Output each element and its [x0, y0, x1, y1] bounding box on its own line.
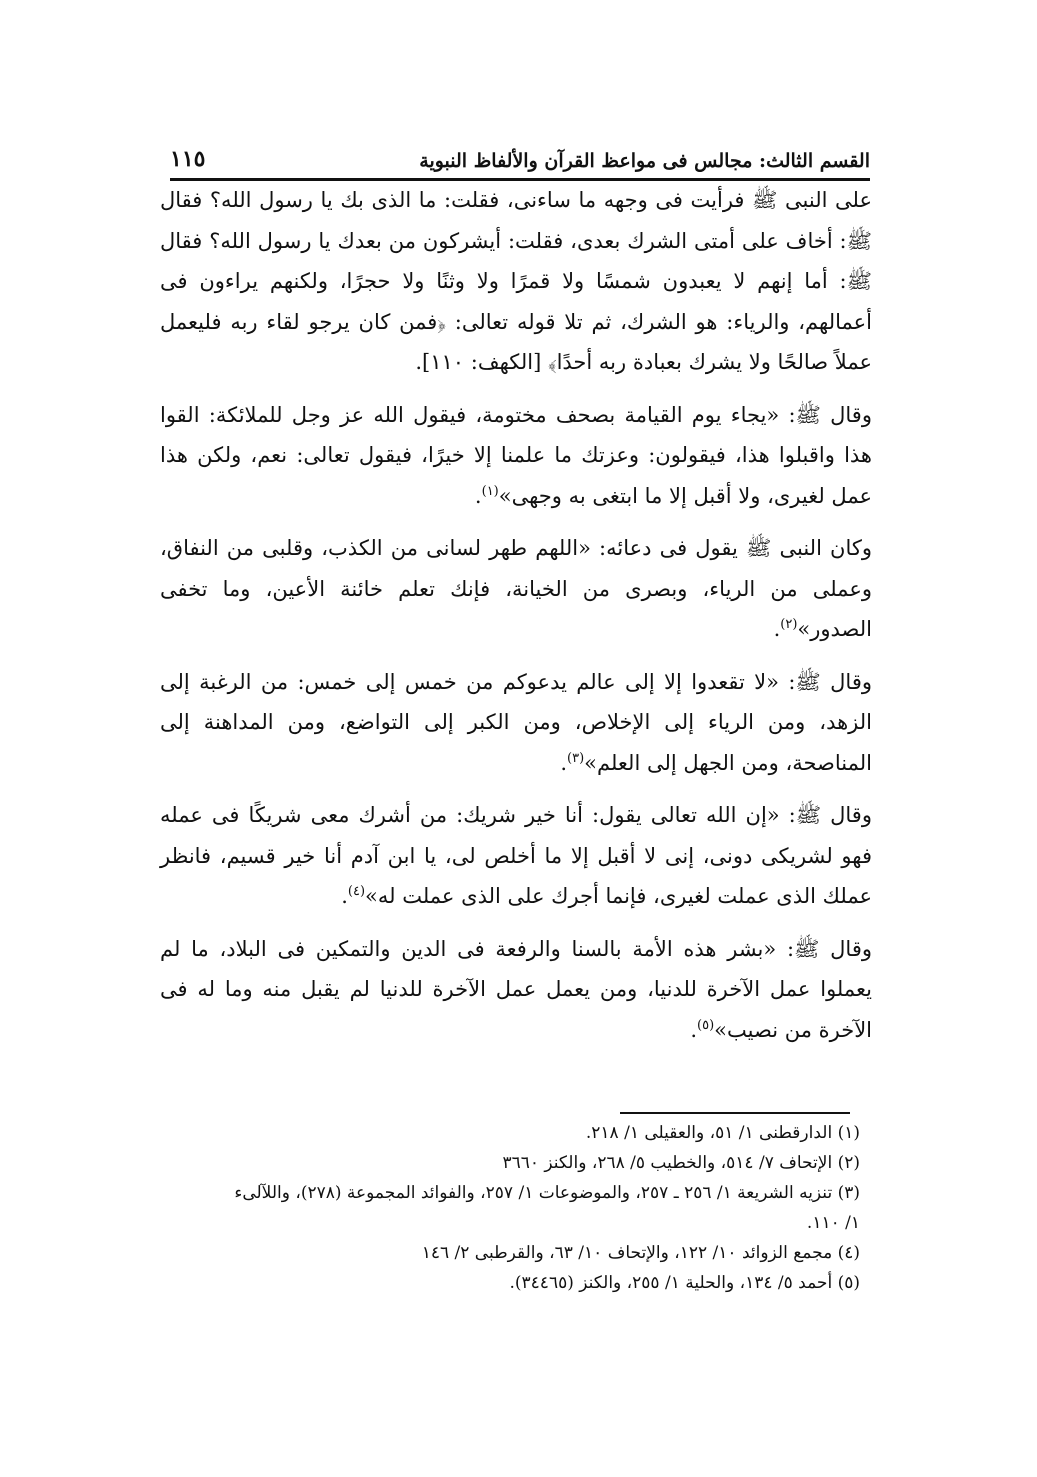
paragraph-text: وقال ﷺ: «يجاء يوم القيامة بصحف مختومة، فيقول الله عز وجل للملائكة: القوا هذا واقبلوا هذا، فيقولون: وعزتك ما علمنا إلا خيرًا، فيقول تعالى: نعم، ولكن هذا عمل لغيرى، ولا أقبل إلا ما ابتغى به وجهى»	[160, 402, 872, 508]
paragraph: وكان النبى ﷺ يقول فى دعائه: «اللهم طهر لسانى من الكذب، وقلبى من النفاق، وعملى من الرياء، وبصرى من الخيانة، فإنك تعلم خائنة الأعين، وما تخفى الصدور»$^{(٢)}$.	[160, 536, 872, 641]
footnote-separator	[620, 1112, 850, 1114]
footnote-ref: (٤)	[347, 884, 366, 899]
footnote: (٣) تنزيه الشريعة ١/ ٢٥٦ ـ ٢٥٧، والموضوعات ١/ ٢٥٧، والفوائد المجموعة (٢٧٨)، واللآلىء	[234, 1183, 860, 1203]
paragraph: وقال ﷺ: «بشر هذه الأمة بالسنا والرفعة فى الدين والتمكين فى البلاد، ما لم يعملوا عمل الآخرة للدنيا، ومن يعمل عمل الآخرة للدنيا لم يقبل منه وما له فى الآخرة من نصيب»$^{(٥)}$.	[160, 936, 872, 1042]
footnote-continuation: ١/ ١١٠.	[806, 1213, 860, 1233]
header-subtitle: مجالس فى مواعظ القرآن والألفاظ النبوية	[419, 150, 753, 172]
header-title: القسم الثالث: مجالس فى مواعظ القرآن والألفاظ النبوية	[419, 150, 870, 172]
footnote: (١) الدارقطنى ١/ ٥١، والعقيلى ١/ ٢١٨.	[585, 1123, 860, 1143]
paragraph-text: وكان النبى ﷺ يقول فى دعائه: «اللهم طهر لسانى من الكذب، وقلبى من النفاق، وعملى من الرياء، وبصرى من الخيانة، فإنك تعلم خائنة الأعين، وما تخفى الصدور»	[160, 536, 872, 641]
footnote-ref: (٣)	[567, 750, 585, 766]
footnote: (٢) الإتحاف ٧/ ٥١٤، والخطيب ٥/ ٢٦٨، والكنز ٣٦٦٠	[502, 1153, 860, 1173]
page-number: ١١٥	[170, 146, 206, 172]
paragraph: وقال ﷺ: «إن الله تعالى يقول: أنا خير شريك: من أشرك معى شريكًا فى عمله فهو لشريكى دونى، إنى لا أقبل إلا ما أخلص لى، يا ابن آدم أنا خير قسيم، فانظر عملك الذى عملت لغيرى، فإنما أجرك على الذى عملت له»$^{(٤)}$.	[160, 803, 872, 908]
paragraph-text: وقال ﷺ: «بشر هذه الأمة بالسنا والرفعة فى الدين والتمكين فى البلاد، ما لم يعملوا عمل الآخرة للدنيا، ومن يعمل عمل الآخرة للدنيا لم يقبل منه وما له فى الآخرة من نصيب»	[160, 936, 872, 1042]
header-section: القسم الثالث	[766, 150, 870, 172]
footnote-ref: (٢)	[780, 617, 798, 632]
paragraph: على النبى ﷺ فرأيت فى وجهه ما ساءنى، فقلت: ما الذى بك يا رسول الله؟ فقال ﷺ: أخاف على أمتى الشرك بعدى، فقلت: أيشركون من بعدك يا رسول الله؟ فقال ﷺ: أما إنهم لا يعبدون شمسًا ولا قمرًا ولا وثنًا ولا حجرًا، ولكنهم يراءون فى أعمالهم، والرياء: هو الشرك، ثم تلا قوله تعالى: ﴿فمن كان يرجو لقاء ربه فليعمل عملاً صالحًا ولا يشرك بعبادة ربه أحدًا﴾ [الكهف: ١١٠].	[160, 188, 872, 374]
footnote: (٥) أحمد ٥/ ١٣٤، والحلية ١/ ٢٥٥، والكنز (٣٤٤٦٥).	[509, 1273, 860, 1293]
paragraph: وقال ﷺ: «لا تقعدوا إلا إلى عالم يدعوكم من خمس إلى خمس: من الرغبة إلى الزهد، ومن الرياء إلى الإخلاص، ومن الكبر إلى التواضع، ومن المداهنة إلى المناصحة، ومن الجهل إلى العلم»$^{(٣)}$.	[160, 669, 872, 775]
paragraph: وقال ﷺ: «يجاء يوم القيامة بصحف مختومة، فيقول الله عز وجل للملائكة: القوا هذا واقبلوا هذا، فيقولون: وعزتك ما علمنا إلا خيرًا، فيقول تعالى: نعم، ولكن هذا عمل لغيرى، ولا أقبل إلا ما ابتغى به وجهى»$^{(١)}$.	[160, 402, 872, 508]
footnote: (٤) مجمع الزوائد ١٠/ ١٢٢، والإتحاف ١٠/ ٦٣، والقرطبى ٢/ ١٤٦	[421, 1243, 860, 1263]
footnote-ref: (١)	[481, 483, 499, 499]
paragraph-text: وقال ﷺ: «إن الله تعالى يقول: أنا خير شريك: من أشرك معى شريكًا فى عمله فهو لشريكى دونى، إنى لا أقبل إلا ما أخلص لى، يا ابن آدم أنا خير قسيم، فانظر عملك الذى عملت لغيرى، فإنما أجرك على الذى عملت له»	[160, 803, 872, 908]
footnotes	[170, 1118, 860, 1298]
paragraph-text: وقال ﷺ: «لا تقعدوا إلا إلى عالم يدعوكم من خمس إلى خمس: من الرغبة إلى الزهد، ومن الرياء إلى الإخلاص، ومن الكبر إلى التواضع، ومن المداهنة إلى المناصحة، ومن الجهل إلى العلم»	[160, 669, 872, 775]
main-text	[160, 180, 872, 1062]
footnote-ref: (٥)	[697, 1017, 715, 1033]
running-header	[170, 128, 870, 181]
